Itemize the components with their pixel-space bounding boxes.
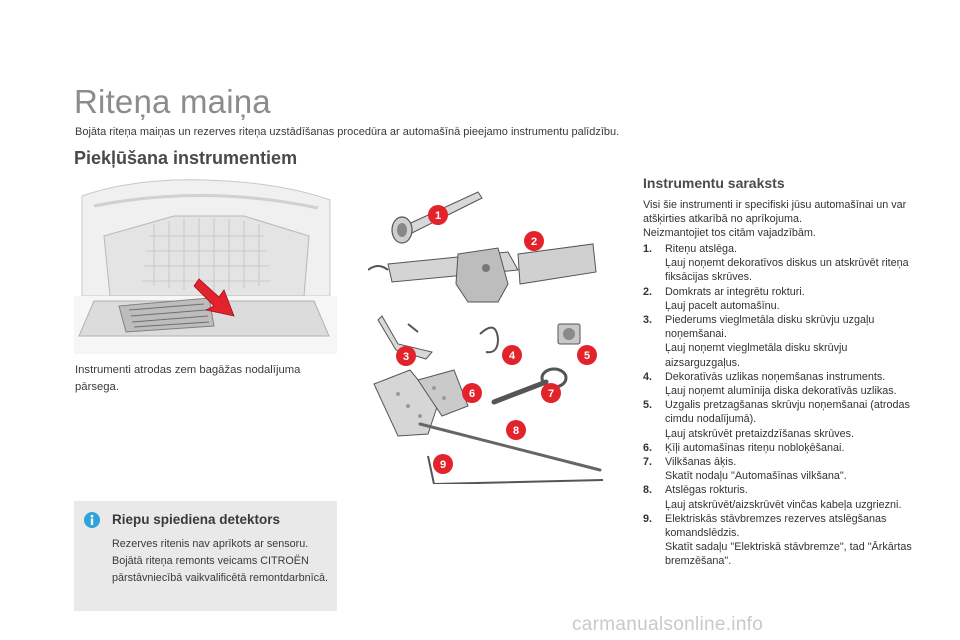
callout-5-label: 5 (583, 350, 591, 362)
callout-5 (577, 345, 597, 365)
callout-7 (541, 383, 561, 403)
list-item-description: Ļauj noņemt dekoratīvos diskus un atskrūvēt riteņa fiksācijas skrūves. (665, 257, 909, 284)
tools-list-intro (643, 198, 915, 241)
callout-1 (428, 205, 448, 225)
callout-6-label: 6 (468, 388, 476, 400)
tools-illustration (368, 184, 608, 484)
info-icon (84, 512, 100, 528)
wheel-chocks-icon (374, 370, 468, 436)
list-item-number: 3. (643, 314, 653, 327)
callout-3-label: 3 (402, 351, 410, 363)
list-item-title: Piederums vieglmetāla disku skrūvju uzgaļu noņemšanai. (665, 314, 875, 341)
list-item-title: Vilkšanas āķis. (665, 456, 737, 469)
list-item-title: Atslēgas rokturis. (665, 484, 748, 497)
watermark: carmanualsonline.info (572, 614, 764, 635)
list-item-description: Ļauj atskrūvēt/aizskrūvēt vinčas kabeļa uzgriezni. (665, 498, 902, 511)
list-item (643, 483, 915, 511)
list-item (643, 441, 915, 455)
page-title: Riteņa maiņa (74, 83, 271, 120)
list-item (643, 512, 915, 569)
list-item-title: Uzgalis pretzagšanas skrūvju noņemšanai (atrodas cimdu nodalījumā). (665, 399, 910, 426)
list-item-number: 6. (643, 441, 653, 454)
list-item-description: Skatīt nodaļu "Automašīnas vilkšana". (665, 470, 847, 483)
info-title: Riepu spiediena detektors (112, 512, 281, 527)
list-item-description: Ļauj noņemt alumīnija diska dekoratīvās uzlikas. (665, 385, 897, 398)
callout-8 (506, 420, 526, 440)
list-item (643, 313, 915, 370)
list-item-title: Domkrats ar integrētu rokturi. (665, 285, 805, 298)
callout-4 (502, 345, 522, 365)
callout-1-label: 1 (434, 210, 442, 222)
list-item-number: 4. (643, 370, 653, 383)
trim-removal-tool-icon (480, 328, 498, 353)
page-subtitle: Bojāta riteņa maiņas un rezerves riteņa uzstādīšanas procedūra ar automašīnā pieejamo instrumentu palīdzību. (75, 126, 620, 138)
list-item (643, 242, 915, 285)
callout-2 (524, 231, 544, 251)
callout-3 (396, 346, 416, 366)
callout-9 (433, 454, 453, 474)
callout-2-label: 2 (530, 236, 538, 248)
tools-list-heading: Instrumentu saraksts (643, 175, 785, 191)
callout-8-label: 8 (512, 425, 520, 437)
list-item-number: 9. (643, 512, 653, 525)
tools-intro-line: Visi šie instrumenti ir specifiski jūsu automašīnai un var atšķirties atkarībā no aprīkojuma. (643, 199, 907, 226)
list-item-description: Ļauj noņemt vieglmetāla disku skrūvju aizsarguzgaļus. (665, 342, 848, 369)
list-item-number: 2. (643, 285, 653, 298)
list-item-number: 5. (643, 399, 653, 412)
list-item (643, 455, 915, 483)
list-item-title: Elektriskās stāvbremzes rezerves atslēgšanas komandslēdzis. (665, 512, 887, 540)
list-item-number: 1. (643, 243, 653, 255)
callout-6 (462, 383, 482, 403)
list-item (643, 370, 915, 398)
tools-list (643, 242, 915, 569)
callout-9-label: 9 (439, 459, 447, 471)
trunk-caption: Instrumenti atrodas zem bagāžas nodalījuma pārsega. (75, 364, 301, 393)
anti-theft-socket-icon (558, 324, 580, 344)
list-item-description: Ļauj pacelt automašīnu. (665, 299, 780, 312)
callout-4-label: 4 (508, 350, 516, 362)
trunk-illustration (74, 176, 337, 354)
list-item-title: Ķīļi automašīnas riteņu nobloķēšanai. (665, 441, 845, 454)
list-item-title: Riteņu atslēga. (665, 243, 738, 255)
list-item-description: Ļauj atskrūvēt pretaizdzīšanas skrūves. (665, 427, 855, 440)
info-box (74, 501, 337, 611)
list-item-description: Skatīt sadaļu "Elektriskā stāvbremze", tad "Ārkārtas bremzēšana". (665, 541, 912, 568)
list-item (643, 285, 915, 313)
section-heading-access: Piekļūšana instrumentiem (74, 148, 298, 168)
info-text: Rezerves ritenis nav aprīkots ar sensoru. Bojātā riteņa remonts veicams CITROËN pārstāvniecībā vaikvalificētā remontdarbnīcā. (112, 538, 329, 584)
list-item-number: 8. (643, 484, 653, 497)
list-item-title: Dekoratīvās uzlikas noņemšanas instruments. (665, 370, 886, 383)
tools-intro-line: Neizmantojiet tos citām vajadzībām. (643, 227, 816, 240)
list-item (643, 398, 915, 441)
parking-brake-key-icon (428, 456, 603, 484)
jack-icon (368, 244, 596, 302)
list-item-number: 7. (643, 456, 653, 469)
callout-7-label: 7 (547, 388, 555, 400)
